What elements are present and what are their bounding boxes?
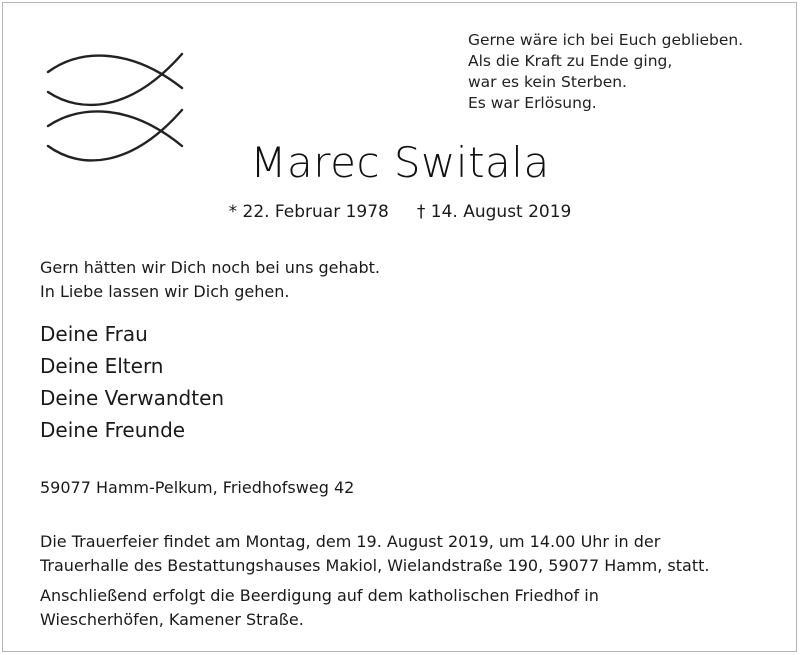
mourner-item: Deine Frau bbox=[40, 322, 148, 346]
intro-line: Gern hätten wir Dich noch bei uns gehabt. bbox=[40, 258, 380, 277]
life-dates bbox=[0, 202, 800, 222]
mourner-item: Deine Verwandten bbox=[40, 386, 225, 410]
deceased-name: Marec Switala bbox=[250, 138, 550, 187]
mourners-list bbox=[40, 318, 224, 446]
poem-line: Als die Kraft zu Ende ging, bbox=[468, 52, 673, 70]
birth-date: * 22. Februar 1978 bbox=[228, 202, 389, 222]
death-date: † 14. August 2019 bbox=[416, 202, 572, 222]
poem-line: Es war Erlösung. bbox=[468, 94, 597, 112]
service-line: Die Trauerfeier findet am Montag, dem 19. August 2019, um 14.00 Uhr in der bbox=[40, 532, 661, 551]
poem bbox=[468, 30, 743, 114]
poem-line: war es kein Sterben. bbox=[468, 73, 627, 91]
burial-line: Anschließend erfolgt die Beerdigung auf dem katholischen Friedhof in bbox=[40, 586, 599, 605]
mourner-item: Deine Eltern bbox=[40, 354, 164, 378]
address: 59077 Hamm-Pelkum, Friedhofsweg 42 bbox=[40, 478, 355, 497]
service-line: Trauerhalle des Bestattungshauses Makiol, Wielandstraße 190, 59077 Hamm, statt. bbox=[40, 556, 710, 575]
intro-line: In Liebe lassen wir Dich gehen. bbox=[40, 282, 290, 301]
intro-text bbox=[40, 256, 380, 304]
mourner-item: Deine Freunde bbox=[40, 418, 186, 442]
burial-line: Wiescherhöfen, Kamener Straße. bbox=[40, 610, 304, 629]
service-info bbox=[40, 530, 780, 632]
poem-line: Gerne wäre ich bei Euch geblieben. bbox=[468, 31, 744, 49]
